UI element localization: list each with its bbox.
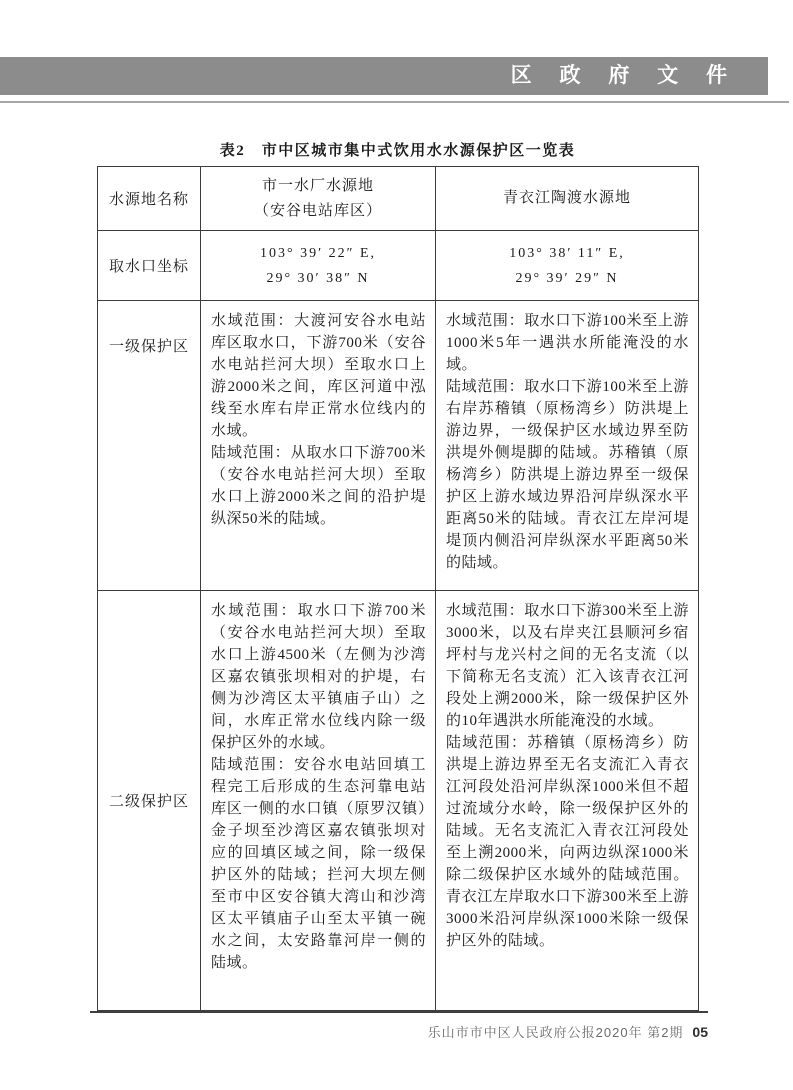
water-scope-paragraph: 水域范围：取水口下游300米至上游3000米，以及右岸夹江县顺河乡宿坪村与龙兴村之间的无名支流（以下简称无名支流）汇入该青衣江河段处上溯2000米，除一级保护区外的10年遇洪水所能淹没的水域。 [446,603,689,729]
cell-source1-name [201,167,436,231]
banner-title: 区 政 府 文 件 [510,64,738,87]
cell-line: 29° 39′ 29″ N [515,270,619,286]
cell-source2-name [436,167,699,231]
table-row-intake-coordinates [98,231,699,301]
land-scope-paragraph: 陆域范围：安谷水电站回填工程完工后形成的生态河靠电站库区一侧的水口镇（原罗汉镇）金子坝至沙湾区嘉农镇张坝对应的回填区域之间，除一级保护区外的陆域；拦河大坝左侧至市中区安谷镇大湾山和沙湾区太平镇庙子山至太平镇一碗水之间，太安路靠河岸一侧的陆域。 [211,757,426,971]
land-scope-paragraph: 陆域范围：苏稽镇（原杨湾乡）防洪堤上游边界至无名支流汇入青衣江河段处沿河岸纵深1000米但不超过流域分水岭，除一级保护区外的陆域。无名支流汇入青衣江河段处至上溯2000米，向两边纵深1000米除二级保护区水域外的陆域范围。青衣江左岸取水口下游300米至上游3000米沿河岸纵深1000米除一级保护区外的陆域。 [446,735,689,949]
table-title: 表2 市中区城市集中式饮用水水源保护区一览表 [219,143,576,159]
water-scope-paragraph: 水域范围：取水口下游700米（安谷水电站拦河大坝）至取水口上游4500米（左侧为沙湾区嘉农镇张坝相对的护堤，右侧为沙湾区太平镇庙子山）之间，水库正常水位线内除一级保护区外的水域。 [211,603,426,751]
banner-rule [0,101,789,103]
table-row-level1-zone [98,301,699,591]
row-label-level1-zone: 一级保护区 [98,301,201,591]
cell-line: （安谷电站库区） [253,202,382,219]
cell-line: 青衣江陶渡水源地 [502,190,631,206]
page-number: 05 [692,1024,708,1040]
land-scope-paragraph: 陆域范围：从取水口下游700米（安谷水电站拦河大坝）至取水口上游2000米之间的沿护堤纵深50米的陆域。 [211,445,426,527]
water-scope-paragraph: 水域范围：取水口下游100米至上游1000米5年一遇洪水所能淹没的水域。 [446,313,689,373]
cell-line: 103° 39′ 22″ E, [259,245,377,261]
cell-source1-level2-scope [201,591,436,1011]
row-label-intake-coordinates: 取水口坐标 [98,231,201,301]
cell-source2-level2-scope [436,591,699,1011]
document-section-banner [0,57,768,95]
land-scope-paragraph: 陆域范围：取水口下游100米至上游右岸苏稽镇（原杨湾乡）防洪堤上游边界，一级保护区水域边界至防洪堤外侧堤脚的陆域。苏稽镇（原杨湾乡）防洪堤上游边界至一级保护区上游水域边界沿河岸纵深水平距离50米的陆域。青衣江左岸河堤堤顶内侧沿河岸纵深水平距离50米的陆域。 [446,379,689,571]
footer-publication: 乐山市市中区人民政府公报2020年 第2期 [427,1025,684,1040]
footer [90,1022,708,1041]
row-label-level2-zone: 二级保护区 [98,591,201,1011]
table-row-level2-zone [98,591,699,1011]
row-label-source-name: 水源地名称 [98,167,201,231]
table-row-source-name [98,167,699,231]
cell-source2-level1-scope [436,301,699,591]
cell-source2-coordinates [436,231,699,301]
water-scope-paragraph: 水域范围：大渡河安谷水电站库区取水口，下游700米（安谷水电站拦河大坝）至取水口上游2000米之间，库区河道中泓线至水库右岸正常水位线内的水域。 [211,313,426,439]
cell-line: 103° 38′ 11″ E, [509,245,625,261]
water-source-protection-table [97,166,699,1011]
cell-source1-coordinates [201,231,436,301]
cell-line: 29° 30′ 38″ N [266,270,370,286]
cell-source1-level1-scope [201,301,436,591]
footer-rule [90,1011,708,1013]
cell-line: 市一水厂水源地 [261,177,374,194]
